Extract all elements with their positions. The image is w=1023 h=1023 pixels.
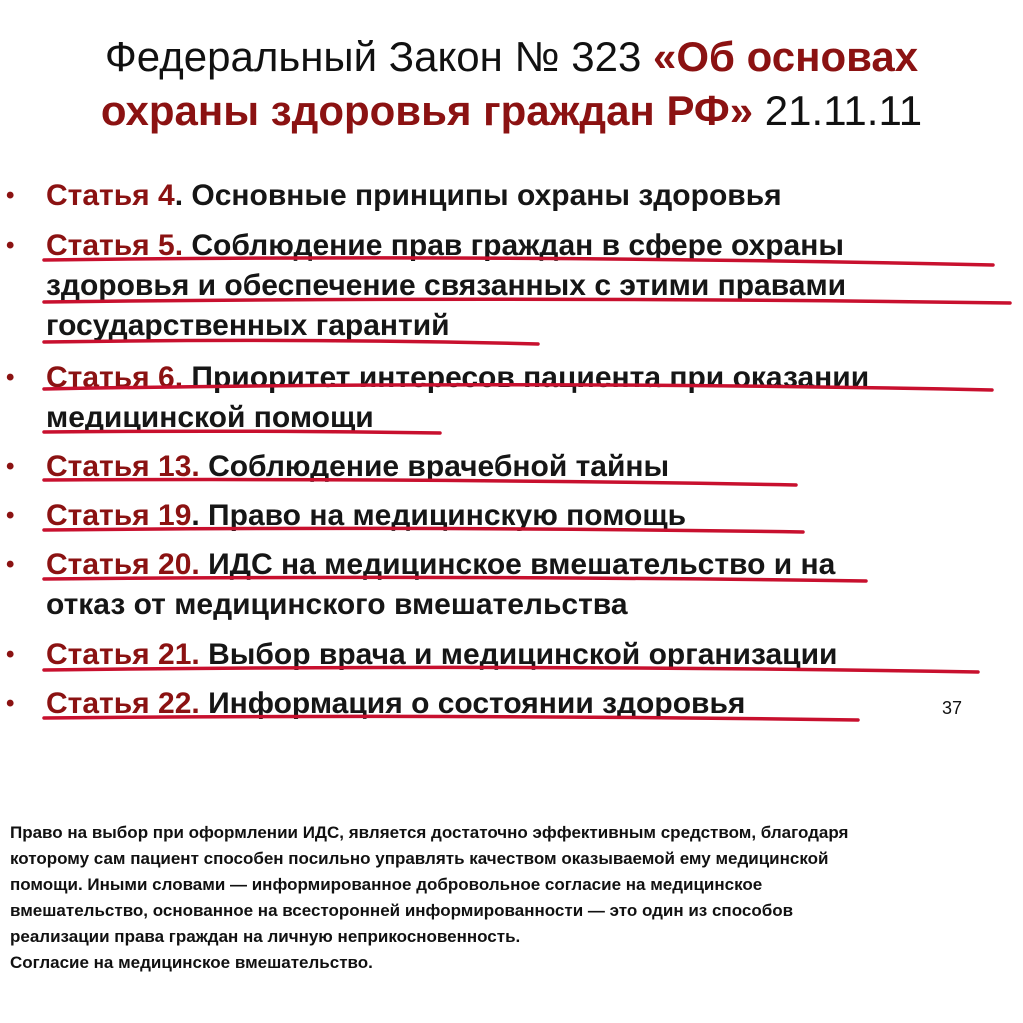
bullet-icon: • — [6, 690, 15, 717]
bullet-icon: • — [6, 453, 15, 480]
underline-stroke — [44, 385, 992, 390]
article-text-line: Выбор врача и медицинской организации — [199, 638, 838, 671]
article-text-line: медицинской помощи — [46, 401, 374, 434]
title-prefix: Федеральный Закон № 323 — [104, 33, 653, 80]
bullet-icon: • — [6, 502, 15, 529]
underline-stroke — [44, 528, 803, 532]
note-line: Согласие на медицинское вмешательство. — [10, 953, 373, 972]
article-number: Статья 5. — [46, 229, 184, 262]
article-text-line: . Право на медицинскую помощь — [191, 499, 687, 532]
title-law-name-1: «Об основах — [653, 33, 919, 80]
underline-stroke — [44, 340, 538, 344]
bullet-icon: • — [6, 232, 15, 259]
article-text-line: Соблюдение прав граждан в сфере охраны — [183, 229, 844, 262]
article-number: Статья 4 — [46, 179, 175, 212]
bullet-icon: • — [6, 364, 15, 391]
note-line: реализации права граждан на личную неприкосновенность. — [10, 927, 521, 946]
title-date: 21.11.11 — [753, 87, 923, 134]
note-line: которому сам пациент способен посильно управлять качеством оказываемой ему медицинской — [10, 849, 829, 868]
article-number: Статья 22. — [46, 687, 200, 720]
underline-stroke — [44, 480, 796, 485]
article-text-line: ИДС на медицинское вмешательство и на — [199, 548, 836, 581]
bullet-icon: • — [6, 551, 15, 578]
underline-stroke — [44, 577, 866, 581]
underline-stroke — [44, 299, 1010, 303]
article-text-line: государственных гарантий — [46, 309, 450, 342]
article-number: Статья 6. — [46, 361, 184, 394]
underline-stroke — [44, 258, 993, 265]
note-line: Право на выбор при оформлении ИДС, является достаточно эффективным средством, благодаря — [10, 823, 849, 842]
note-line: вмешательство, основанное на всесторонней информированности — это один из способов — [10, 901, 794, 920]
note-text — [10, 820, 1020, 976]
bullet-icon: • — [6, 641, 15, 668]
article-text-line: Соблюдение врачебной тайны — [199, 450, 670, 483]
article-number: Статья 20. — [46, 548, 200, 581]
underline-stroke — [44, 716, 858, 720]
article-text-line: здоровья и обеспечение связанных с этими правами — [46, 269, 847, 302]
article-text-line: отказ от медицинского вмешательства — [46, 588, 628, 621]
underline-stroke — [44, 431, 440, 433]
page-number: 37 — [942, 698, 963, 718]
title-law-name-2: охраны здоровья граждан РФ» — [100, 87, 754, 134]
article-number: Статья 19 — [46, 499, 192, 532]
article-text-line: Приоритет интересов пациента при оказании — [183, 361, 870, 394]
bullet-icon: • — [6, 182, 15, 209]
article-text: . Основные принципы охраны здоровья — [174, 179, 782, 212]
underline-stroke — [44, 667, 978, 672]
note-line: помощи. Иными словами — информированное добровольное согласие на медицинское — [10, 875, 763, 894]
article-number: Статья 21. — [46, 638, 200, 671]
article-number: Статья 13. — [46, 450, 200, 483]
article-text-line: Информация о состоянии здоровья — [199, 687, 746, 720]
